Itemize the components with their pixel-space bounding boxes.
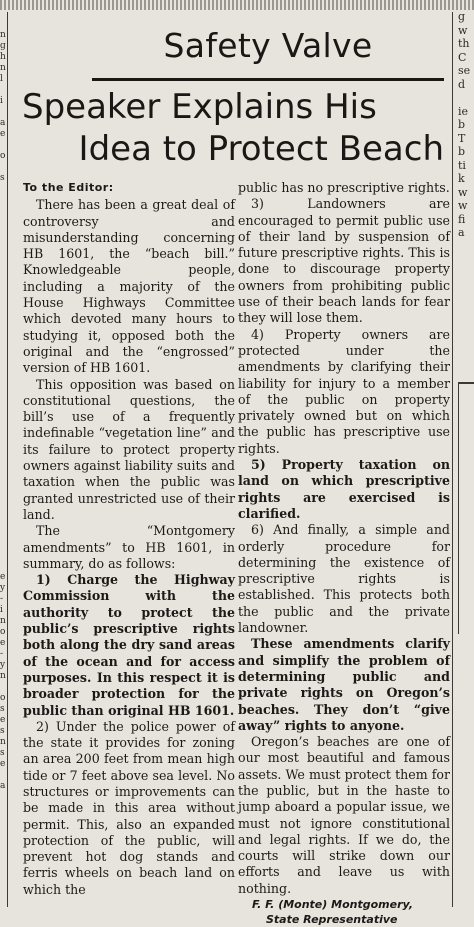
left-margin-fragments-bottom	[0, 572, 8, 902]
margin-fragment: y	[0, 583, 6, 593]
paragraph: There has been a great deal of controversy and misunderstanding concerning HB 1601, the “beach bill.” Knowledgeable people, including a majority of the House Highways Committee which devoted many hours to studying it, opposed both the original and the “engrossed” version of HB 1601.	[23, 197, 235, 376]
margin-fragment: i	[0, 605, 3, 615]
margin-fragment: se	[458, 64, 471, 77]
margin-fragment: s	[0, 173, 5, 183]
right-column-rule	[452, 12, 453, 907]
salutation: To the Editor:	[23, 181, 114, 194]
margin-fragment: fi	[458, 212, 466, 226]
letter-column-right	[238, 180, 450, 927]
margin-fragment: n	[0, 671, 6, 681]
margin-fragment	[0, 682, 8, 693]
paragraph-summary: These amendments clarify and simplify the problem of determining public and private rights on Oregon’s beaches. They don’t “give away” rights to anyone.	[238, 636, 450, 733]
margin-fragment: o	[0, 693, 6, 703]
margin-fragment: -	[0, 649, 4, 659]
margin-fragment: o	[0, 151, 6, 161]
margin-fragment: a	[458, 226, 465, 239]
margin-fragment	[0, 85, 8, 96]
headline-line-1: Speaker Explains His	[22, 87, 377, 127]
margin-fragment: s	[0, 704, 5, 714]
margin-fragment	[0, 162, 8, 173]
margin-fragment: k	[458, 172, 465, 185]
left-margin-fragments-top	[0, 30, 8, 360]
margin-fragment	[458, 91, 474, 105]
margin-fragment: w	[458, 23, 468, 37]
margin-fragment: w	[458, 199, 468, 212]
margin-fragment: d	[458, 77, 466, 91]
margin-fragment: a	[0, 118, 6, 128]
adjacent-page-strip	[0, 0, 474, 10]
margin-fragment: g	[0, 41, 6, 51]
margin-fragment: y	[0, 660, 6, 670]
paragraph: The “Montgomery amendments” to HB 1601, in summary, do as follows:	[23, 523, 235, 571]
paragraph-amendment-4: 4) Property owners are protected under the amendments by clarifying their liability for injury to a member of the public on property privately owned but on which the public has prescriptive use rights.	[238, 326, 450, 456]
paragraph-closing: Oregon’s beaches are one of our most beautiful and famous assets. We must protect them for the public, but in the haste to jump aboard a popular issue, we must not ignore constitutional and legal rights. If we do, the courts will strike down our efforts and leave us with nothing.	[238, 734, 450, 896]
signature-name: F. F. (Monte) Montgomery,	[252, 898, 413, 912]
margin-fragment	[0, 140, 8, 151]
margin-fragment: i	[0, 96, 3, 106]
margin-fragment: ie	[458, 104, 469, 118]
margin-fragment: th	[458, 37, 470, 50]
margin-fragment: o	[0, 627, 6, 637]
margin-fragment: n	[0, 63, 6, 73]
margin-fragment: n	[0, 737, 6, 747]
signature-title: State Representative	[266, 913, 398, 927]
paragraph: This opposition was based on constitutional questions, the bill’s use of a frequently indefinable “vegetation line” and its failure to protect property owners against liability suits and taxation when the public was granted unrestricted use of their land.	[23, 376, 235, 522]
margin-fragment: w	[458, 185, 468, 199]
margin-fragment: s	[0, 726, 5, 736]
margin-fragment: C	[458, 50, 467, 64]
adjacent-article-box	[458, 382, 474, 634]
margin-fragment: e	[0, 572, 6, 582]
margin-fragment: b	[458, 118, 466, 131]
margin-fragment: -	[0, 594, 4, 604]
margin-fragment: e	[0, 715, 6, 725]
margin-fragment	[0, 770, 8, 781]
margin-fragment: e	[0, 638, 6, 648]
margin-fragment: e	[0, 759, 6, 769]
paragraph-amendment-2: 2) Under the police power of the state it provides for zoning an area 200 feet from mean high tide or 7 feet above sea level. No structures or improvements can be made in this area without permit. This, also an expanded protection of the public, will prevent hot dog stands and ferris wheels on beach land on which the	[23, 718, 235, 897]
paragraph-continued: public has no prescriptive rights.	[238, 180, 450, 195]
paragraph-amendment-5: 5) Property taxation on land on which prescriptive rights are exercised is clarified.	[238, 457, 450, 521]
headline-line-2: Idea to Protect Beach	[78, 129, 444, 169]
paragraph-amendment-6: 6) And finally, a simple and orderly procedure for determining the existence of prescriptive rights is established. This protects both the public and the private landowner.	[238, 522, 450, 636]
paragraph-amendment-1: 1) Charge the Highway Commission with the authority to protect the public’s prescriptive rights both along the dry sand areas of the ocean and for access purposes. In this respect it is broader protection for the public than original HB 1601.	[23, 572, 235, 718]
margin-fragment: T	[458, 131, 466, 145]
margin-fragment	[0, 107, 8, 118]
margin-fragment: g	[458, 10, 466, 23]
margin-fragment: h	[0, 52, 6, 62]
margin-fragment: b	[458, 145, 466, 158]
section-kicker: Safety Valve	[163, 25, 373, 65]
headline	[14, 86, 446, 170]
margin-fragment: e	[0, 129, 6, 139]
letter-column-left	[23, 180, 235, 898]
kicker-rule	[92, 78, 444, 81]
margin-fragment: n	[0, 30, 6, 40]
margin-fragment: s	[0, 748, 5, 758]
margin-fragment: ti	[458, 158, 466, 172]
margin-fragment: l	[0, 74, 3, 84]
margin-fragment: a	[0, 781, 6, 791]
margin-fragment: n	[0, 616, 6, 626]
paragraph-amendment-3: 3) Landowners are encouraged to permit public use of their land by suspension of future prescriptive rights. This is done to discourage property owners from prohibiting public use of their beach lands for fear they will lose them.	[238, 196, 450, 326]
